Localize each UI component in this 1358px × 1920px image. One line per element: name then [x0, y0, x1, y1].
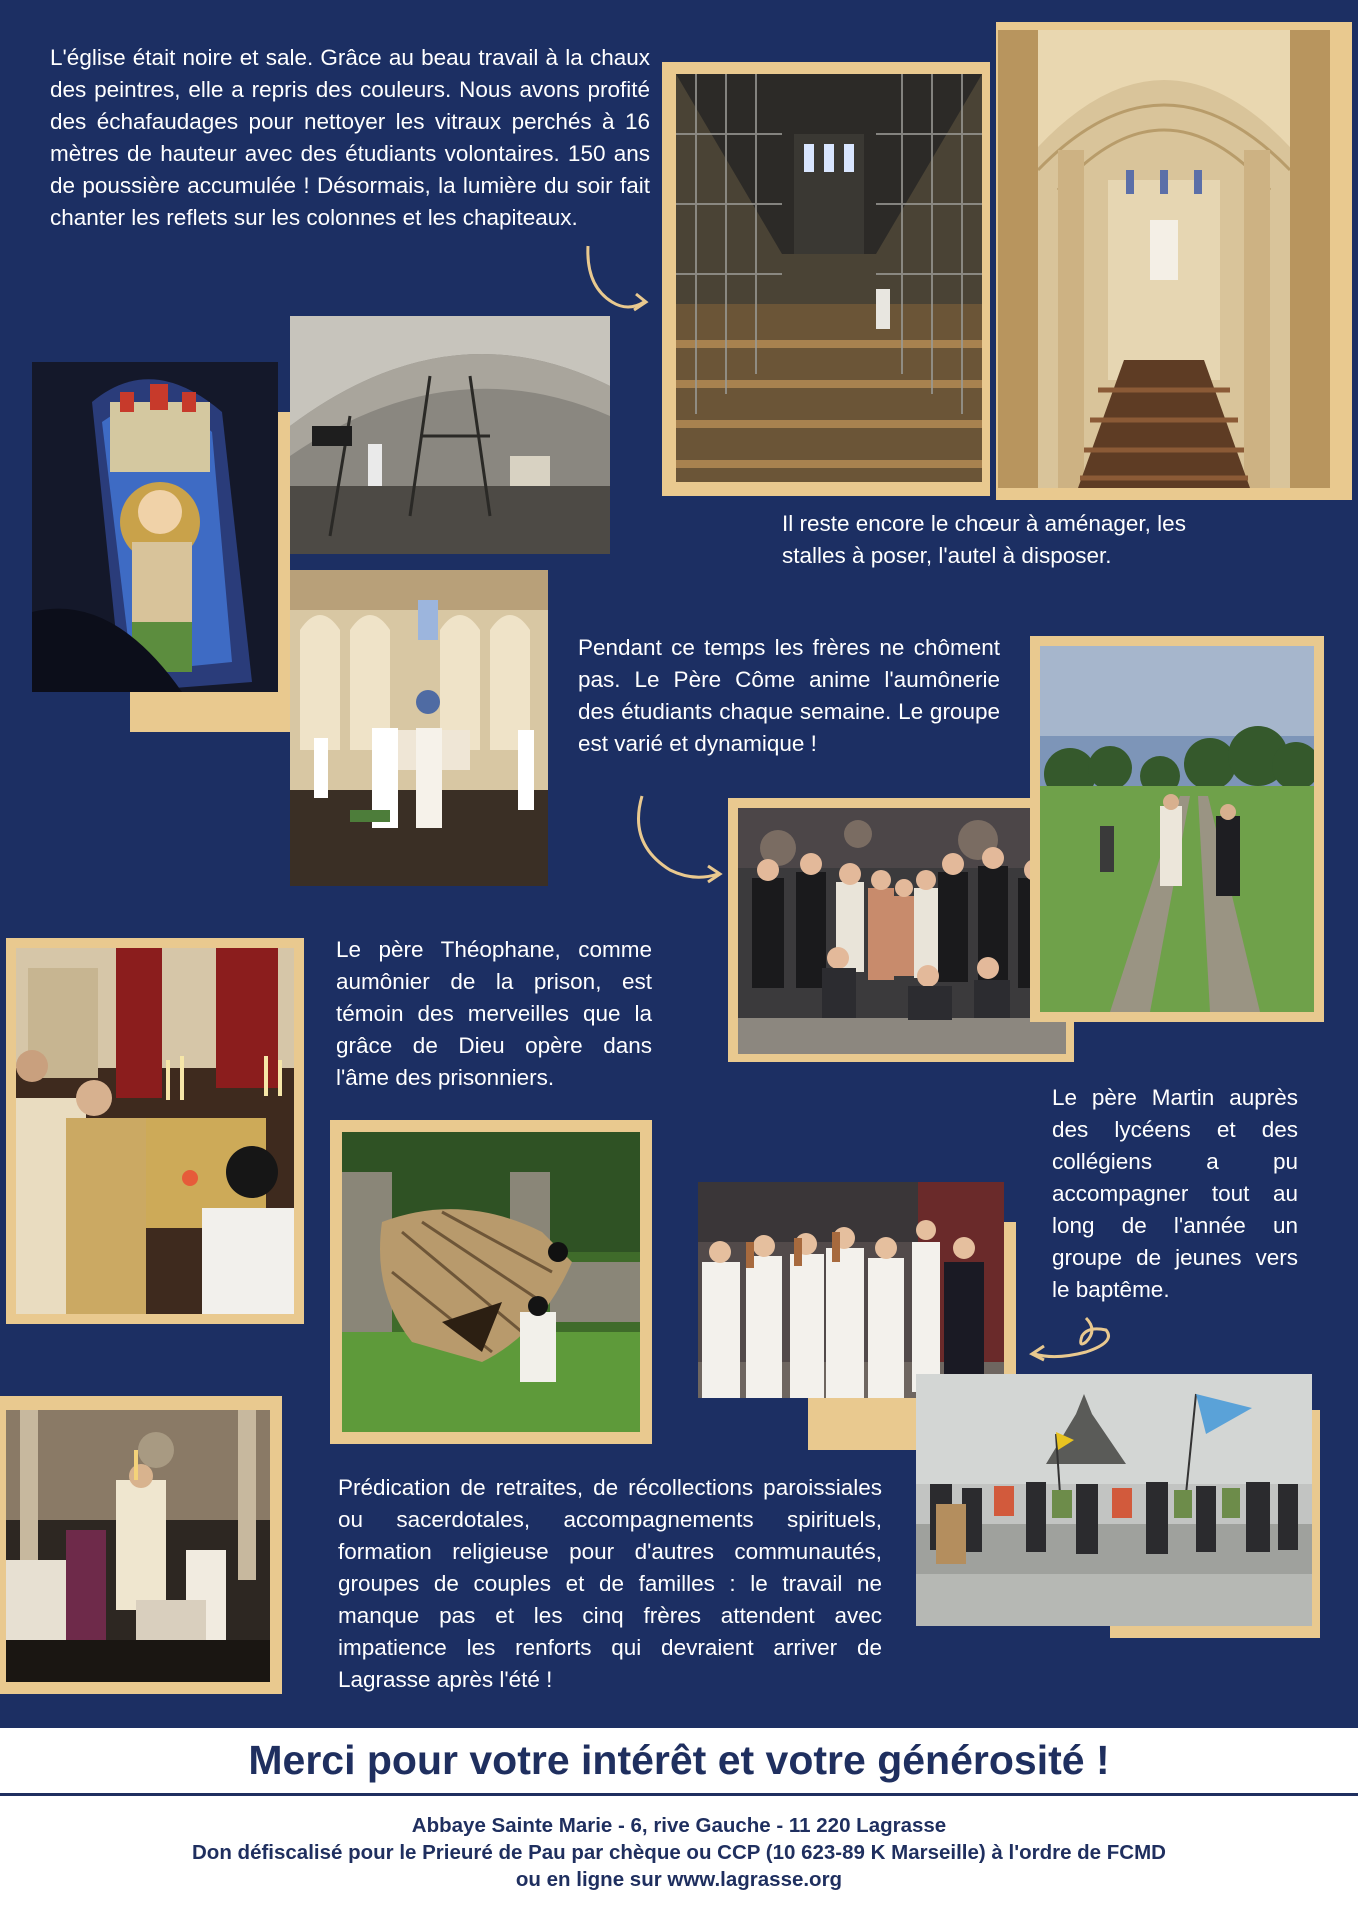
paragraph-baptism-group: Le père Martin auprès des lycéens et des collégiens a pu accompagner tout au long de l'année un groupe de jeunes vers le baptême.	[1052, 1085, 1298, 1302]
paragraph-choir-remaining: Il reste encore le chœur à aménager, les stalles à poser, l'autel à disposer.	[782, 511, 1186, 568]
paragraph-prison-chaplain: Le père Théophane, comme aumônier de la prison, est témoin des merveilles que la grâce de Dieu opère dans l'âme des prisonniers.	[336, 937, 652, 1090]
photo-country-walk	[1040, 646, 1314, 1012]
footer-donation: Don défiscalisé pour le Prieuré de Pau par chèque ou CCP (10 623-89 K Marseille) à l'ordre de FCMD	[192, 1841, 1166, 1864]
photo-baptism-group	[698, 1182, 1004, 1398]
photo-choir-mass	[290, 570, 548, 886]
paragraph-church-restoration: L'église était noire et sale. Grâce au beau travail à la chaux des peintres, elle a repris des couleurs. Nous avons profité des échafaudages pour nettoyer les vitraux perchés à 16 mètres de hauteur avec des étudiants volontaires. 150 ans de poussière accumulée ! Désormais, la lumière du soir fait chanter les reflets sur les colonnes et les chapiteaux.	[50, 45, 650, 230]
paragraph-preaching: Prédication de retraites, de récollections paroissiales ou sacerdotales, accompagnements spirituels, formation religieuse pour d'autres communautés, groupes de couples et de familles : le travail ne manque pas et les cinq frères attendent avec impatience les renforts qui devraient arriver de Lagrasse après l'été !	[338, 1475, 882, 1692]
photo-wolf-sculpture	[342, 1132, 640, 1432]
photo-mont-saint-michel	[916, 1374, 1312, 1626]
footer-address: Abbaye Sainte Marie - 6, rive Gauche - 11 220 Lagrasse	[411, 1814, 947, 1837]
photo-vault-work	[290, 316, 610, 554]
photo-stained-glass	[32, 362, 278, 692]
paragraph-students-chaplaincy: Pendant ce temps les frères ne chôment pas. Le Père Côme anime l'aumônerie des étudiants chaque semaine. Le groupe est varié et dynamique !	[578, 635, 1000, 756]
photo-candlelight-office	[6, 1410, 270, 1682]
footer-divider	[0, 1793, 1358, 1796]
footer-online: ou en ligne sur www.lagrasse.org	[515, 1868, 843, 1891]
photo-restored-nave	[998, 30, 1330, 488]
curved-arrow-icon	[582, 242, 654, 318]
curved-arrow-icon	[1026, 1312, 1116, 1362]
thanks-heading: Merci pour votre intérêt et votre générosité !	[248, 1737, 1110, 1783]
photo-student-group	[738, 808, 1066, 1054]
photo-prison-mass	[16, 948, 294, 1314]
curved-arrow-icon	[630, 792, 726, 884]
photo-scaffolding-nave	[676, 74, 982, 482]
